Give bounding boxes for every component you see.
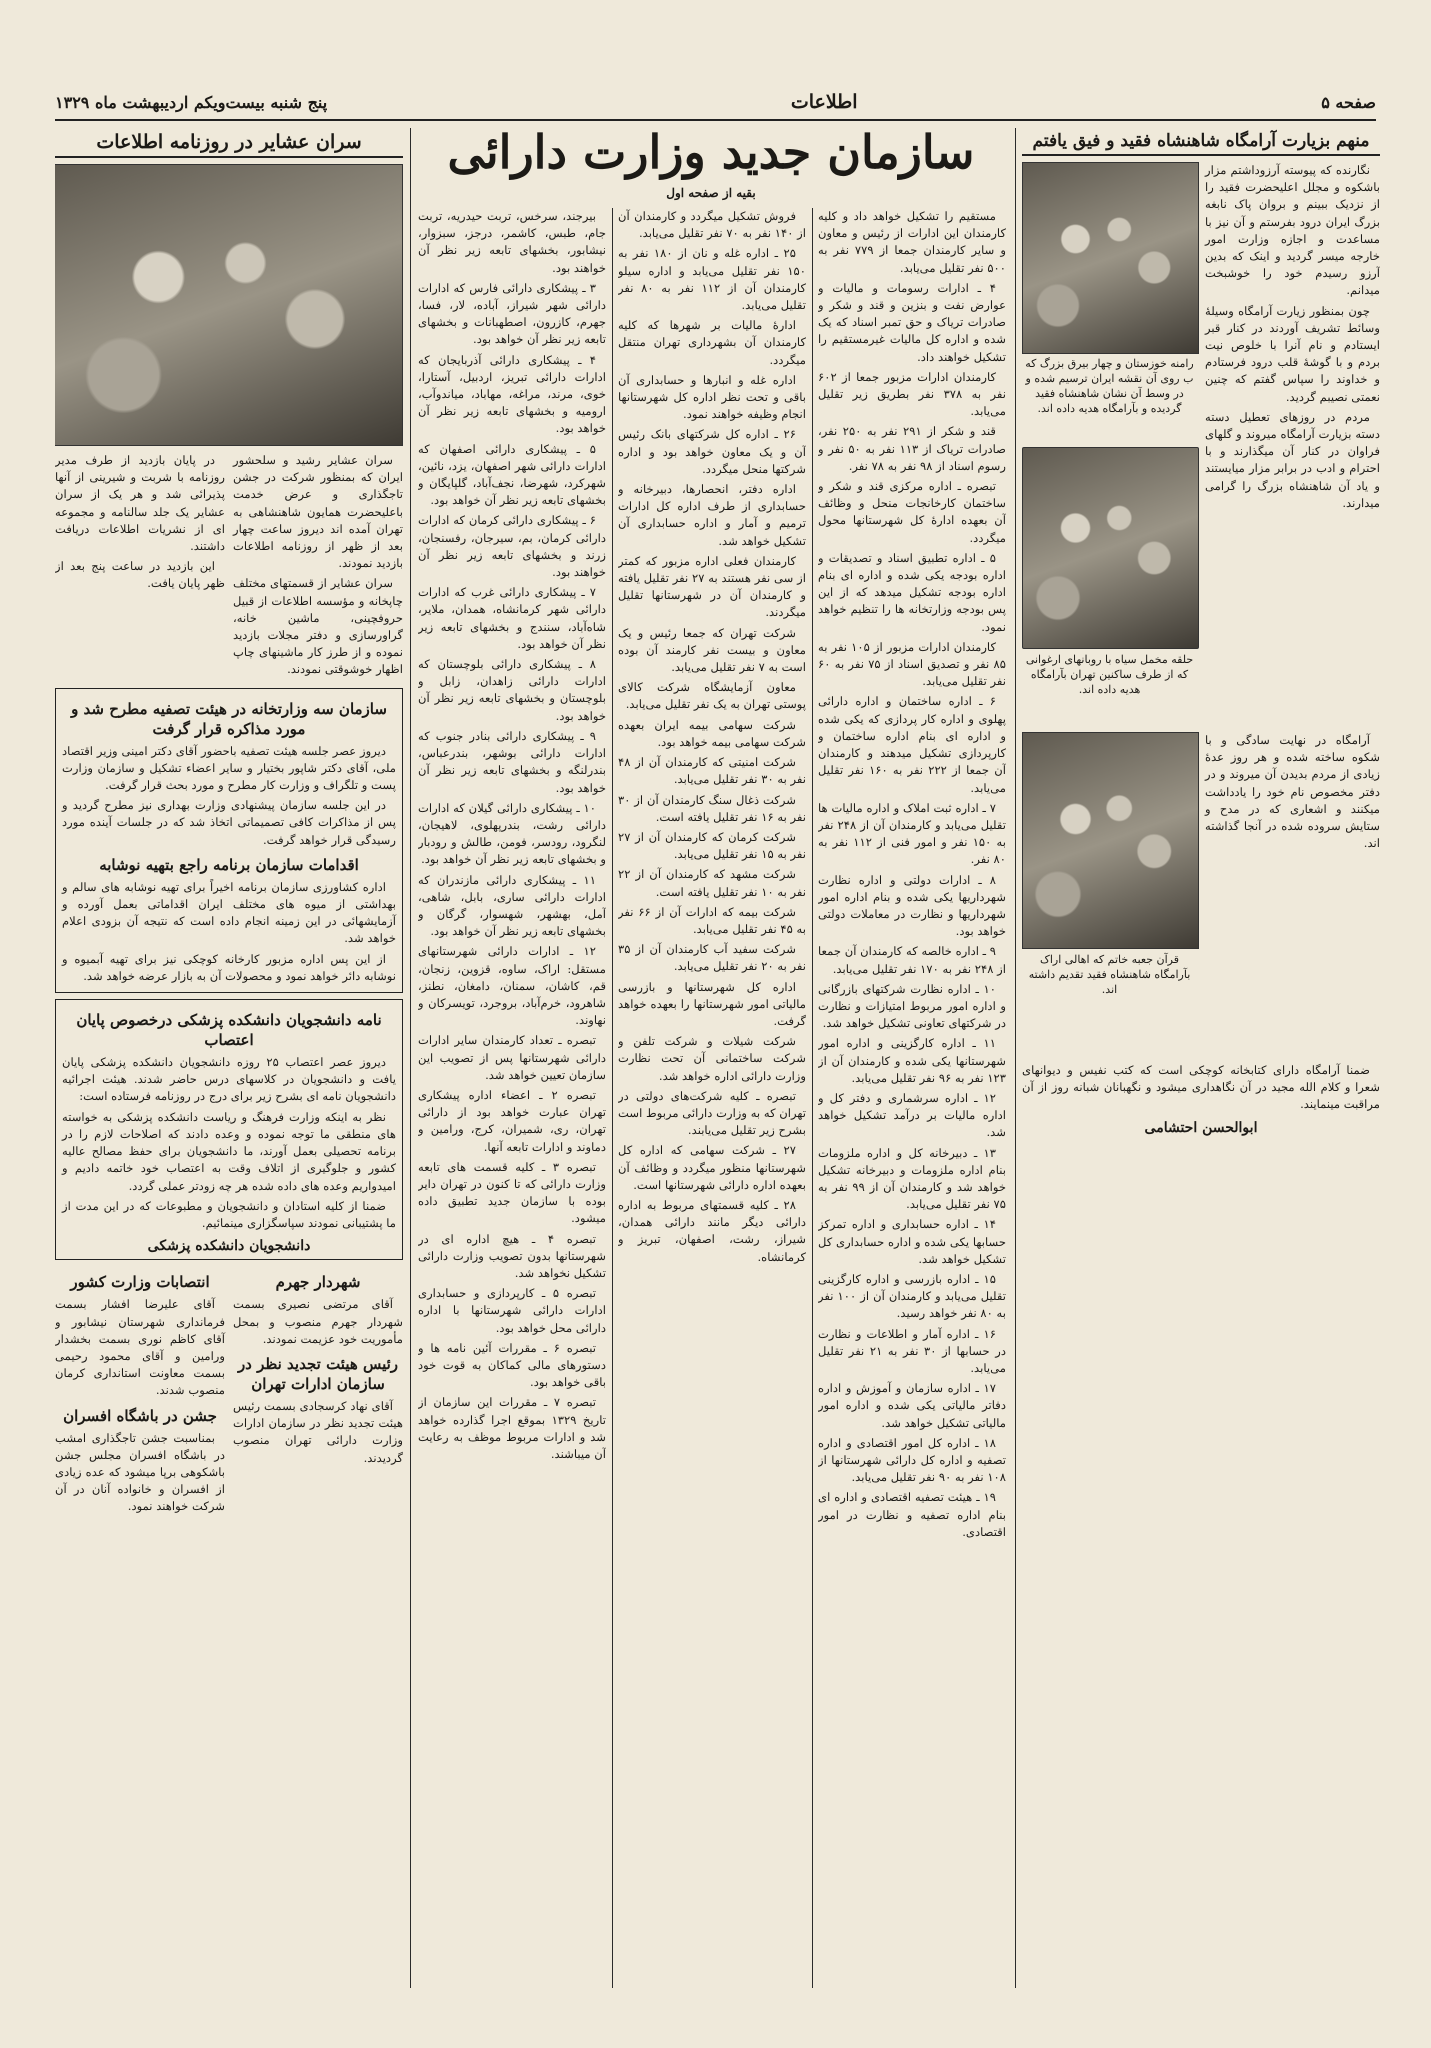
purge-committee-box [55, 688, 403, 993]
finance-paragraph: فروش تشکیل میگردد و کارمندان آن از ۱۴۰ نفر به ۷۰ نفر تقلیل می‌یابد. [618, 209, 806, 241]
finance-paragraph: اداره غله و انبارها و حسابداری آن باقی و تحت نظر اداره کل شهرستانها انجام وظیفه خواهند نمود. [618, 372, 806, 422]
students-letter-box [55, 999, 403, 1260]
finance-paragraph: ۹ ـ پیشکاری دارائی بنادر جنوب که ادارات دارائی بوشهر، بندرعباس، بندرلنگه و بخشهای تابعه زیر نظر آن خواهد بود. [418, 728, 606, 795]
finance-paragraph: ۱۸ ـ اداره کل امور اقتصادی و اداره تصفیه و اداره کل دارائی شهرستانها از ۱۰۸ نفر به ۹۰ نفر تقلیل می‌یابد. [818, 1435, 1006, 1485]
mausoleum-para-4: آرامگاه در نهایت سادگی و با شکوه ساخته شده و هر روز عدهٔ زیادی از مردم بدیدن آن میروند و در دفتر مخصوص نام خود را یادداشت میکنند و اشعاری که در مدح و ستایش سروده شده در آنجا گذاشته اند. [1205, 733, 1380, 851]
finance-paragraph: ۶ ـ پیشکاری دارائی کرمان که ادارات دارائی کرمان، بم، سیرجان، رفسنجان، زرند و بخشهای تابعه زیر نظر آن خواهند بود. [418, 513, 606, 580]
finance-subhead-wrap [415, 184, 1007, 206]
finance-paragraph: اداره کل شهرستانها و بازرسی مالیاتی امور شهرستانها را بعهده خواهد گرفت. [618, 979, 806, 1028]
finance-paragraph: تبصره ۲ ـ اعضاء اداره پیشکاری تهران عبارت خواهد بود از دارائی تهران، ری، شمیران، کرج، ورامین و دماوند و ادارات تابعه آنها. [418, 1087, 606, 1154]
finance-paragraph: شرکت کرمان که کارمندان آن از ۲۷ نفر به ۱۵ نفر تقلیل می‌یابد. [618, 829, 806, 862]
finance-paragraph: تبصره ۵ ـ کارپردازی و حسابداری ادارات دارائی شهرستانها با اداره دارائی محل خواهد بود. [418, 1286, 606, 1335]
column-rule [812, 208, 813, 1988]
photo-quran-box [1022, 732, 1199, 949]
finance-paragraph: کارمندان فعلی اداره مزبور که کمتر از سی نفر هستند به ۲۷ نفر تقلیل یافته و کارمندان آن در شهرستانها تقلیل میگردند. [618, 553, 806, 620]
officers-club-headline: جشن در باشگاه افسران [63, 1406, 217, 1425]
photo-wreath-caption: حلقه مخمل سیاه با روبانهای ارغوانی که از طرف ساکنین تهران بآرامگاه هدیه داده اند. [1025, 653, 1194, 696]
continued-label: بقیه از صفحه اول [666, 186, 756, 200]
finance-paragraph: ۴ ـ ادارات رسومات و مالیات و عوارض نفت و بنزین و قند و شکر و صادرات تریاک و حق تمبر اسناد که یک شده و اداره کل مالیات غیرمستقیم را تشکیل خواهند داد. [818, 280, 1006, 364]
finance-paragraph: اداره دفتر، انحصارها، دبیرخانه و حسابداری از طرف اداره کل ادارات ترمیم و آمار و اداره حسابداری آن تشکیل خواهد شد. [618, 482, 806, 548]
finance-paragraph: ادارهٔ مالیات بر شهرها که کلیه کارمندان آن بشهرداری تهران منتقل میگردد. [618, 318, 806, 367]
column-rule [612, 208, 613, 1988]
finance-paragraph: ۷ ـ پیشکاری دارائی غرب که ادارات دارائی شهر کرمانشاه، همدان، ملایر، شاه‌آباد، سنندج و بخشهای تابعه زیر نظر آن خواهد بود. [418, 585, 606, 651]
jahrom-mayor-text: آقای مرتضی نصیری بسمت شهردار جهرم منصوب و بمحل مأموریت خود عزیمت نمودند. [233, 1297, 403, 1346]
finance-paragraph: قند و شکر از ۲۹۱ نفر به ۲۵۰ نفر، صادرات تریاک از ۱۱۳ نفر به ۵۰ نفر و رسوم اسناد از ۹۸ نفر به ۷۸ نفر. [818, 424, 1006, 473]
review-board-text: آقای نهاد کرسجادی بسمت رئیس هیئت تجدید نظر در سازمان ادارات وزارت دارائی تهران منصوب گردیدند. [233, 1398, 403, 1465]
finance-paragraph: ۶ ـ اداره ساختمان و اداره دارائی پهلوی و اداره کار پردازی که یکی شده و اداره ای بنام اداره ساختمان و کارپردازی تشکیل میدهند و کارمندان آن جمعا از ۲۲۲ نفر به ۱۶۰ نفر تقلیل می‌یابد. [818, 694, 1006, 795]
students-letter-signature: دانشجویان دانشکده پزشکی [147, 1238, 311, 1255]
mausoleum-signature: ابوالحسن احتشامی [1144, 1119, 1258, 1136]
mausoleum-article [1022, 128, 1380, 1988]
finance-paragraph: ۲۵ ـ اداره غله و نان از ۱۸۰ نفر به ۱۵۰ نفر تقلیل می‌یابد و اداره سیلو کارمندان آن از ۱۱۲ نفر به ۸۰ نفر تقلیل می‌یابد. [618, 246, 806, 313]
finance-paragraph: بیرجند، سرخس، تربت حیدریه، تربت جام، طبس، کاشمر، درجز، سبزوار، نیشابور، بخشهای تابعه زیر نظر آن خواهند بود. [418, 209, 606, 275]
finance-paragraph: تبصره ۷ ـ مقررات این سازمان از تاریخ ۱۳۲۹ بموقع اجرا گذارده خواهد شد و ادارات مربوط موظف به رعایت آن میباشند. [418, 1395, 606, 1462]
finance-paragraph: ۱۱ ـ پیشکاری دارائی مازندران که ادارات دارائی ساری، بابل، شاهی، آمل، بهشهر، شهسوار، گرگان و بخشهای تابعه زیر نظر آن خواهد بود. [418, 872, 606, 939]
finance-paragraph: ۱۰ ـ پیشکاری دارائی گیلان که ادارات دارائی رشت، بندرپهلوی، لاهیجان، لنگرود، رودسر، فومن، طالش و رودبار و بخشهای تابعه زیر نظر آن خواهد بود. [418, 800, 606, 867]
finance-paragraph: ۱۳ ـ دبیرخانه کل و اداره ملزومات بنام اداره ملزومات و دبیرخانه تشکیل خواهد شد و کارمندان آن از ۹۹ نفر به ۷۵ نفر تقلیل می‌یابد. [818, 1145, 1006, 1212]
masthead [55, 85, 1376, 121]
column-rule [1015, 128, 1016, 1988]
tribal-chiefs-headline: سران عشایر در روزنامه اطلاعات [55, 128, 403, 158]
finance-paragraph: ۱۵ ـ اداره بازرسی و اداره کارگزینی تقلیل می‌یابد و کارمندان آن از ۱۰۰ نفر به ۸۰ نفر خواهد رسید. [818, 1271, 1006, 1321]
finance-paragraph: شرکت ذغال سنگ کارمندان آن از ۳۰ نفر به ۱۶ نفر تقلیل یافته است. [618, 792, 806, 824]
drinks-headline: اقدامات سازمان برنامه راجع بتهیه نوشابه [99, 855, 359, 874]
finance-column-a [818, 208, 1006, 1988]
finance-paragraph: شرکت سهامی بیمه ایران بعهده شرکت سهامی بیمه خواهد بود. [618, 717, 806, 749]
students-letter-text-2: نظر به اینکه وزارت فرهنگ و ریاست دانشکده پزشکی به خواسته های منطقی ما توجه نموده و وعده دادند که اصلاحات لازم را در برنامه تحصیلی بعمل آورند، ما دانشجویان برای حفظ مصالح عالیه کشور و جلوگیری از اتلاف وقت به اعتصاب خود خاتمه دادیم و امیدواریم وعده های داده شده هر چه زودتر عملی گردد. [62, 1109, 396, 1193]
purge-committee-text-2: در این جلسه سازمان پیشنهادی وزارت بهداری نیز مطرح گردید و پس از مذاکرات کافی تصمیماتی اتخاذ شد که در جلسات آینده مورد رسیدگی قرار خواهد گرفت. [62, 798, 396, 847]
finance-paragraph: شرکت تهران که جمعا رئیس و یک معاون و بیست نفر کارمند آن بوده است به ۷ نفر تقلیل می‌یابد. [618, 625, 806, 675]
finance-paragraph: شرکت بیمه که ادارات آن از ۶۶ نفر به ۴۵ نفر تقلیل می‌یابد. [618, 904, 806, 936]
review-board-headline: رئیس هیئت تجدید نظر در سازمان ادارات تهران [237, 1354, 399, 1393]
students-letter-text-3: ضمنا از کلیه استادان و دانشجویان و مطبوعات که در این مدت از ما پشتیبانی نمودند سپاسگزاری مینمائیم. [62, 1198, 396, 1230]
mausoleum-para-3: مردم در روزهای تعطیل دسته دسته بزیارت آرامگاه میروند و گلهای فراوان در کنار آن میگذارند و با احترام و ادب در برابر مزار میایستند و یاد آن شاهنشاه بزرگ را گرامی میدارند. [1205, 409, 1380, 510]
finance-paragraph: ۱۹ ـ هیئت تصفیه اقتصادی و اداره ای بنام اداره تصفیه و نظارت در امور اقتصادی. [818, 1490, 1006, 1539]
finance-paragraph: شرکت شیلات و شرکت تلفن و شرکت ساختمانی آن تحت نظارت وزارت دارائی اداره خواهد شد. [618, 1034, 806, 1083]
finance-paragraph: تبصره ـ تعداد کارمندان سایر ادارات دارائی شهرستانها پس از تصویب این سازمان تعیین خواهد شد. [418, 1033, 606, 1082]
finance-paragraph: کارمندان ادارات مزبور جمعا از ۶۰۲ نفر به ۳۷۸ نفر بطریق زیر تقلیل می‌یابد. [818, 369, 1006, 419]
finance-paragraph: تبصره ـ اداره مرکزی قند و شکر و ساختمان کارخانجات منحل و وظائف آن بعهده ادارهٔ کل شهرستانها محول میگردد. [818, 479, 1006, 545]
finance-paragraph: معاون آزمایشگاه شرکت کالای پوستی تهران به یک نفر تقلیل می‌یابد. [618, 680, 806, 712]
finance-paragraph: ۱۷ ـ اداره سازمان و آموزش و اداره دفاتر مالیاتی یکی شده و اداره امور مالیاتی تشکیل خواهد شد. [818, 1381, 1006, 1430]
photo-flag [1022, 162, 1199, 354]
drinks-text: اداره کشاورزی سازمان برنامه اخیراً برای تهیه نوشابه های سالم و بهداشتی از میوه های مختلف ایران اقداماتی بعمل آورده و آزمایشهائی در این زمینه انجام داده است که نتیجه آن بزودی اعلام خواهد شد. [62, 879, 396, 946]
page-number: صفحه ۵ [1321, 92, 1376, 112]
finance-paragraph: ۹ ـ اداره خالصه که کارمندان آن جمعا از ۲۴۸ نفر به ۱۷۰ نفر تقلیل می‌یابد. [818, 944, 1006, 976]
paper-name: اطلاعات [790, 91, 858, 113]
column-rule [410, 128, 411, 1988]
finance-paragraph: شرکت مشهد که کارمندان آن از ۲۲ نفر به ۱۰ نفر تقلیل یافته است. [618, 867, 806, 899]
tribal-para-4: این بازدید در ساعت پنج بعد از ظهر پایان یافت. [55, 559, 225, 591]
left-news-column [55, 128, 403, 1988]
jahrom-mayor-headline: شهردار جهرم [275, 1273, 361, 1292]
finance-headline: سازمان جدید وزارت دارائی [447, 125, 975, 179]
finance-paragraph: تبصره ۳ ـ کلیه قسمت های تابعه وزارت دارائی که تا کنون در تهران دایر بوده با سازمان جدید تطبیق داده میشود. [418, 1159, 606, 1226]
finance-paragraph: تبصره ۴ ـ هیچ اداره ای در شهرستانها بدون تصویب وزارت دارائی تشکیل نخواهد شد. [418, 1231, 606, 1280]
date-line: پنج شنبه بیست‌ویکم اردیبهشت ماه ۱۳۲۹ [55, 92, 328, 112]
mausoleum-para-2: چون بمنظور زیارت آرامگاه وسیلهٔ وسائط تشریف آوردند در کنار قبر ایستادم و نام آنرا با خلوص نیت بردم و با گوشهٔ قلب درود فرستادم و خداوند را سپاس گفتم که چنین نعمتی نصیبم گردید. [1205, 303, 1380, 404]
finance-paragraph: ۱۱ ـ اداره کارگزینی و اداره امور شهرستانها یکی شده و کارمندان آن از ۱۲۳ نفر به ۹۶ نفر تقلیل می‌یابد. [818, 1036, 1006, 1085]
purge-committee-text: دیروز عصر جلسه هیئت تصفیه باحضور آقای دکتر امینی وزیر اقتصاد ملی، آقای دکتر شاپور بختیار و سایر اعضاء تشکیل و سازمان وزارت پست و تلگراف و وزارت کار مطرح و مورد بحث قرار گرفت. [62, 743, 396, 793]
finance-paragraph: ۵ ـ اداره تطبیق اسناد و تصدیقات و اداره بودجه یکی شده و اداره ای بنام اداره بودجه تشکیل میدهد که از این پس بودجه وزارتخانه ها را تنظیم خواهد نمود. [818, 550, 1006, 634]
tribal-para-1: سران عشایر رشید و سلحشور ایران که بمنظور شرکت در جشن تاجگذاری و عرض خدمت باعلیحضرت همایون شاهنشاهی به تهران آمده اند دیروز ساعت چهار بعد از ظهر از روزنامه اطلاعات بازدید نمودند. [233, 453, 403, 571]
officers-club-text: بمناسبت جشن تاجگذاری امشب در باشگاه افسران مجلس جشن باشکوهی برپا میشود که عده زیادی از افسران و خانواده آنان در آن شرکت خواهند نمود. [55, 1430, 225, 1514]
drinks-text-2: از این پس اداره مزبور کارخانه کوچکی نیز برای تهیه آبمیوه و نوشابه دائر خواهد نمود و محصولات آن به بازار عرضه خواهد شد. [62, 951, 396, 983]
finance-paragraph: ۲۸ ـ کلیه قسمتهای مربوط به اداره دارائی دیگر مانند دارائی همدان، شیراز، رشت، اصفهان، تبریز و کرمانشاه. [618, 1197, 806, 1264]
photo-wreath [1022, 447, 1199, 649]
finance-paragraph: ۲۶ ـ اداره کل شرکتهای بانک رئیس آن و یک معاون خواهد بود و اداره شرکتها منحل میگردد. [618, 427, 806, 476]
purge-committee-headline: سازمان سه وزارتخانه در هیئت تصفیه مطرح شد و مورد مذاکره قرار گرفت [71, 699, 387, 738]
finance-paragraph: ۸ ـ پیشکاری دارائی بلوچستان که ادارات دارائی زاهدان، زابل و بلوچستان و بخشهای تابعه زیر نظر آن خواهد بود. [418, 657, 606, 723]
finance-paragraph: کارمندان ادارات مزبور از ۱۰۵ نفر به ۸۵ نفر و تصدیق اسناد از ۷۵ نفر به ۶۰ نفر تقلیل می‌یابد. [818, 639, 1006, 689]
students-letter-text: دیروز عصر اعتصاب ۲۵ روزه دانشجویان دانشکده پزشکی پایان یافت و دانشجویان در کلاسهای درس حاضر شدند. هیئت اجرائیه دانشجویان نامه ای بشرح زیر برای درج در روزنامه فرستاده است: [62, 1055, 396, 1104]
finance-paragraph: ۷ ـ اداره ثبت املاک و اداره مالیات ها تقلیل می‌یابد و کارمندان آن از ۲۴۸ نفر به ۱۵۰ نفر و امور فنی از ۱۱۲ نفر به ۸۰ نفر. [818, 800, 1006, 867]
mausoleum-intro: نگارنده که پیوسته آرزوداشتم مزار باشکوه و مجلل اعلیحضرت فقید را از نزدیک ببینم و بروان پاک نابغه بزرگ ایران درود بفرستم و آن نیز با مساعدت و اجازه وزارت امور خارجه میسر گردید و اینک که بدین آرزو رسیدم خود را خوشبخت میدانم. [1205, 163, 1380, 298]
finance-paragraph: ۸ ـ ادارات دولتی و اداره نظارت شهرداریها یکی شده و بنام اداره امور شهرداریها و نظارت در معاملات دولتی خواهد بود. [818, 872, 1006, 939]
finance-paragraph: شرکت سفید آب کارمندان آن از ۳۵ نفر به ۲۰ نفر تقلیل می‌یابد. [618, 942, 806, 974]
mausoleum-para-5: ضمنا آرامگاه دارای کتابخانه کوچکی است که کتب نفیس و دیوانهای شعرا و کلام الله مجید در آن نگاهداری میشود و نگهبانان شبانه روز از آن مراقبت مینمایند. [1022, 1063, 1380, 1112]
finance-paragraph: ۴ ـ پیشکاری دارائی آذربایجان که ادارات دارائی تبریز، اردبیل، آستارا، خوی، مرند، مراغه، مهاباد، میاندوآب، ارومیه و بخشهای تابعه زیر نظر آن خواهد بود. [418, 352, 606, 436]
finance-paragraph: ۱۲ ـ ادارات دارائی شهرستانهای مستقل: اراک، ساوه، قزوین، زنجان، قم، کاشان، سمنان، دامغان، نطنز، شاهرود، خرم‌آباد، بروجرد، تویسرکان و نهاوند. [418, 944, 606, 1028]
mausoleum-headline: منهم بزیارت آرامگاه شاهنشاه فقید و فیق یافتم [1022, 128, 1380, 156]
photo-tribal-chiefs [55, 164, 403, 446]
interior-appointments-text: آقای علیرضا افشار بسمت فرمانداری شهرستان نیشابور و آقای کاظم نوری بسمت بخشدار ورامین و آقای محمود رحیمی بسمت معاونت استانداری کرمان منصوب شدند. [55, 1297, 225, 1398]
finance-column-b [618, 208, 806, 1988]
finance-paragraph: ۲۷ ـ شرکت سهامی که اداره کل شهرستانها منظور میگردد و وظائف آن بعهده اداره دارائی شهرستانها است. [618, 1143, 806, 1192]
finance-column-c [418, 208, 606, 1988]
finance-paragraph: مستقیم را تشکیل خواهد داد و کلیه کارمندان این ادارات از رئیس و معاون و سایر کارمندان جمعا از ۷۷۹ نفر به ۵۰۰ نفر تقلیل می‌یابد. [818, 209, 1006, 275]
tribal-para-3: در پایان بازدید از طرف مدیر روزنامه با شربت و شیرینی از آنها پذیرائی شد و هر یک از سران عشایر یک جلد سالنامه و مجموعه ای از نشریات اطلاعات دریافت داشتند. [55, 453, 225, 554]
photo-quran-caption: قرآن جعبه خاتم که اهالی اراک بآرامگاه شاهنشاه فقید تقدیم داشته اند. [1028, 953, 1191, 996]
finance-paragraph: ۱۶ ـ اداره آمار و اطلاعات و نظارت در حسابها از ۳۰ نفر به ۲۱ نفر تقلیل می‌یابد. [818, 1326, 1006, 1375]
finance-paragraph: ۱۰ ـ اداره نظارت شرکتهای بازرگانی و اداره امور مربوط امتیازات و نظارت در شرکتهای تعاونی تشکیل خواهد شد. [818, 981, 1006, 1031]
students-letter-headline: نامه دانشجویان دانشکده پزشکی درخصوص پایان اعتصاب [76, 1011, 382, 1050]
tribal-para-2: سران عشایر از قسمتهای مختلف چاپخانه و مؤسسه اطلاعات از قبیل حروفچینی، ماشین خانه، گراورسازی و دفتر مجلات بازدید نموده و از طرز کار ماشینهای چاپ اظهار خوشوقتی نمودند. [233, 576, 403, 677]
photo-flag-caption: رامنه خوزستان و چهار بیرق بزرگ که ب روی آن نقشه ایران ترسیم شده و در وسط آن نشان شاهنشاه فقید گردیده و بآرامگاه هدیه داده اند. [1025, 357, 1194, 415]
finance-paragraph: ۳ ـ پیشکاری دارائی فارس که ادارات دارائی شهر شیراز، آباده، لار، فسا، جهرم، کازرون، اصطهبانات و بخشهای تابعه زیر نظر آن خواهد بود. [418, 280, 606, 347]
finance-paragraph: تبصره ـ کلیه شرکت‌های دولتی در تهران که به وزارت دارائی مربوط است بشرح زیر تقلیل می‌یابند. [618, 1088, 806, 1138]
finance-paragraph: ۱۴ ـ اداره حسابداری و اداره تمرکز حسابها یکی شده و اداره حسابداری کل تشکیل خواهد شد. [818, 1217, 1006, 1266]
finance-paragraph: ۱۲ ـ اداره سرشماری و دفتر کل و اداره مالیات بر درآمد تشکیل خواهد شد. [818, 1090, 1006, 1140]
finance-paragraph: تبصره ۶ ـ مقررات آئین نامه ها و دستورهای مالی کماکان به قوت خود باقی خواهد بود. [418, 1340, 606, 1390]
interior-appointments-headline: انتصابات وزارت کشور [70, 1273, 210, 1292]
finance-paragraph: شرکت امنیتی که کارمندان آن از ۴۸ نفر به ۳۰ نفر تقلیل می‌یابد. [618, 755, 806, 787]
finance-paragraph: ۵ ـ پیشکاری دارائی اصفهان که ادارات دارائی شهر اصفهان، یزد، نائین، شهرکرد، شهرضا، نجف‌آباد، گلپایگان و بخشهای تابعه زیر نظر آن خواهد بود. [418, 441, 606, 508]
